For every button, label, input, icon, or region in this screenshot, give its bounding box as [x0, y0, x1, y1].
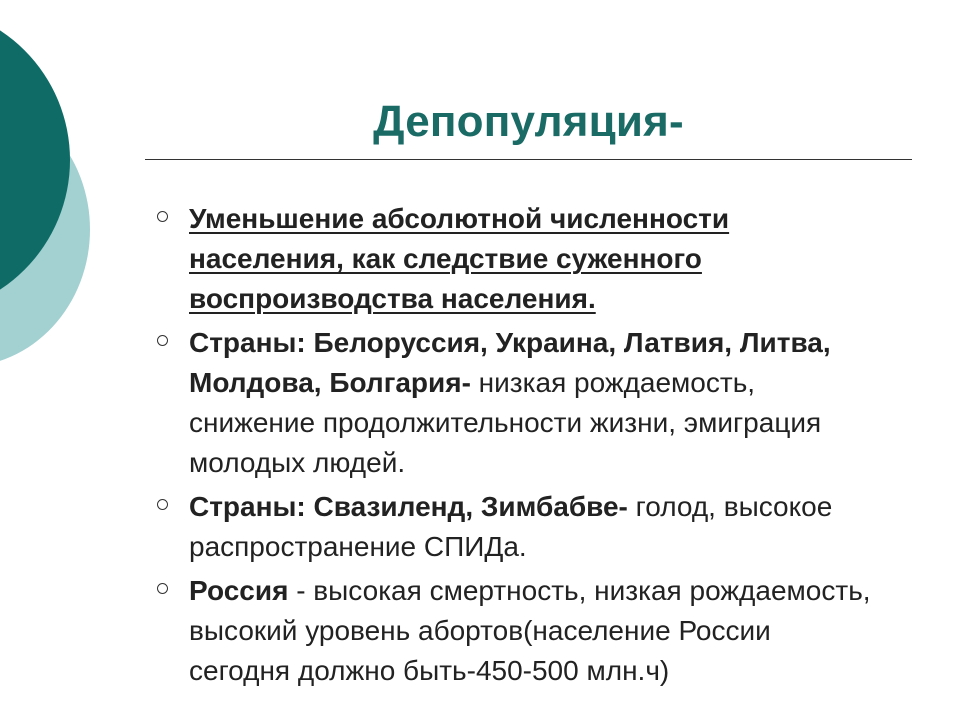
title-divider	[145, 159, 912, 160]
slide-title: Депопуляция-	[373, 97, 684, 146]
bullet-item-africa	[155, 487, 875, 567]
bullet-circle-icon	[157, 335, 168, 346]
bullet-circle-icon	[157, 583, 168, 594]
bullet-item-eastern-europe	[155, 323, 875, 483]
bullet-circle-icon	[157, 211, 168, 222]
bullet-list	[155, 199, 875, 701]
bullet-bold-text: Страны: Свазиленд, Зимбабве-	[189, 491, 628, 522]
bullet-bold-text: Страны: Белоруссия, Украина, Латвия, Литва, Молдова, Болгария-	[189, 327, 831, 398]
bullet-item-russia	[155, 571, 875, 691]
bullet-circle-icon	[157, 499, 168, 510]
bullet-text: низкая рождаемость, снижение продолжительности жизни, эмиграция молодых людей.	[189, 367, 822, 478]
bullet-bold-text: Уменьшение абсолютной численности населения, как следствие суженного воспроизводства населения.	[189, 203, 730, 314]
bullet-item-definition	[155, 199, 875, 319]
bullet-text: - высокая смертность, низкая рождаемость, высокий уровень абортов(население России сегодня должно быть-450-500 млн.ч)	[189, 575, 871, 686]
bullet-bold-text: Россия	[189, 575, 289, 606]
bullet-text: голод, высокое распространение СПИДа.	[189, 491, 833, 562]
